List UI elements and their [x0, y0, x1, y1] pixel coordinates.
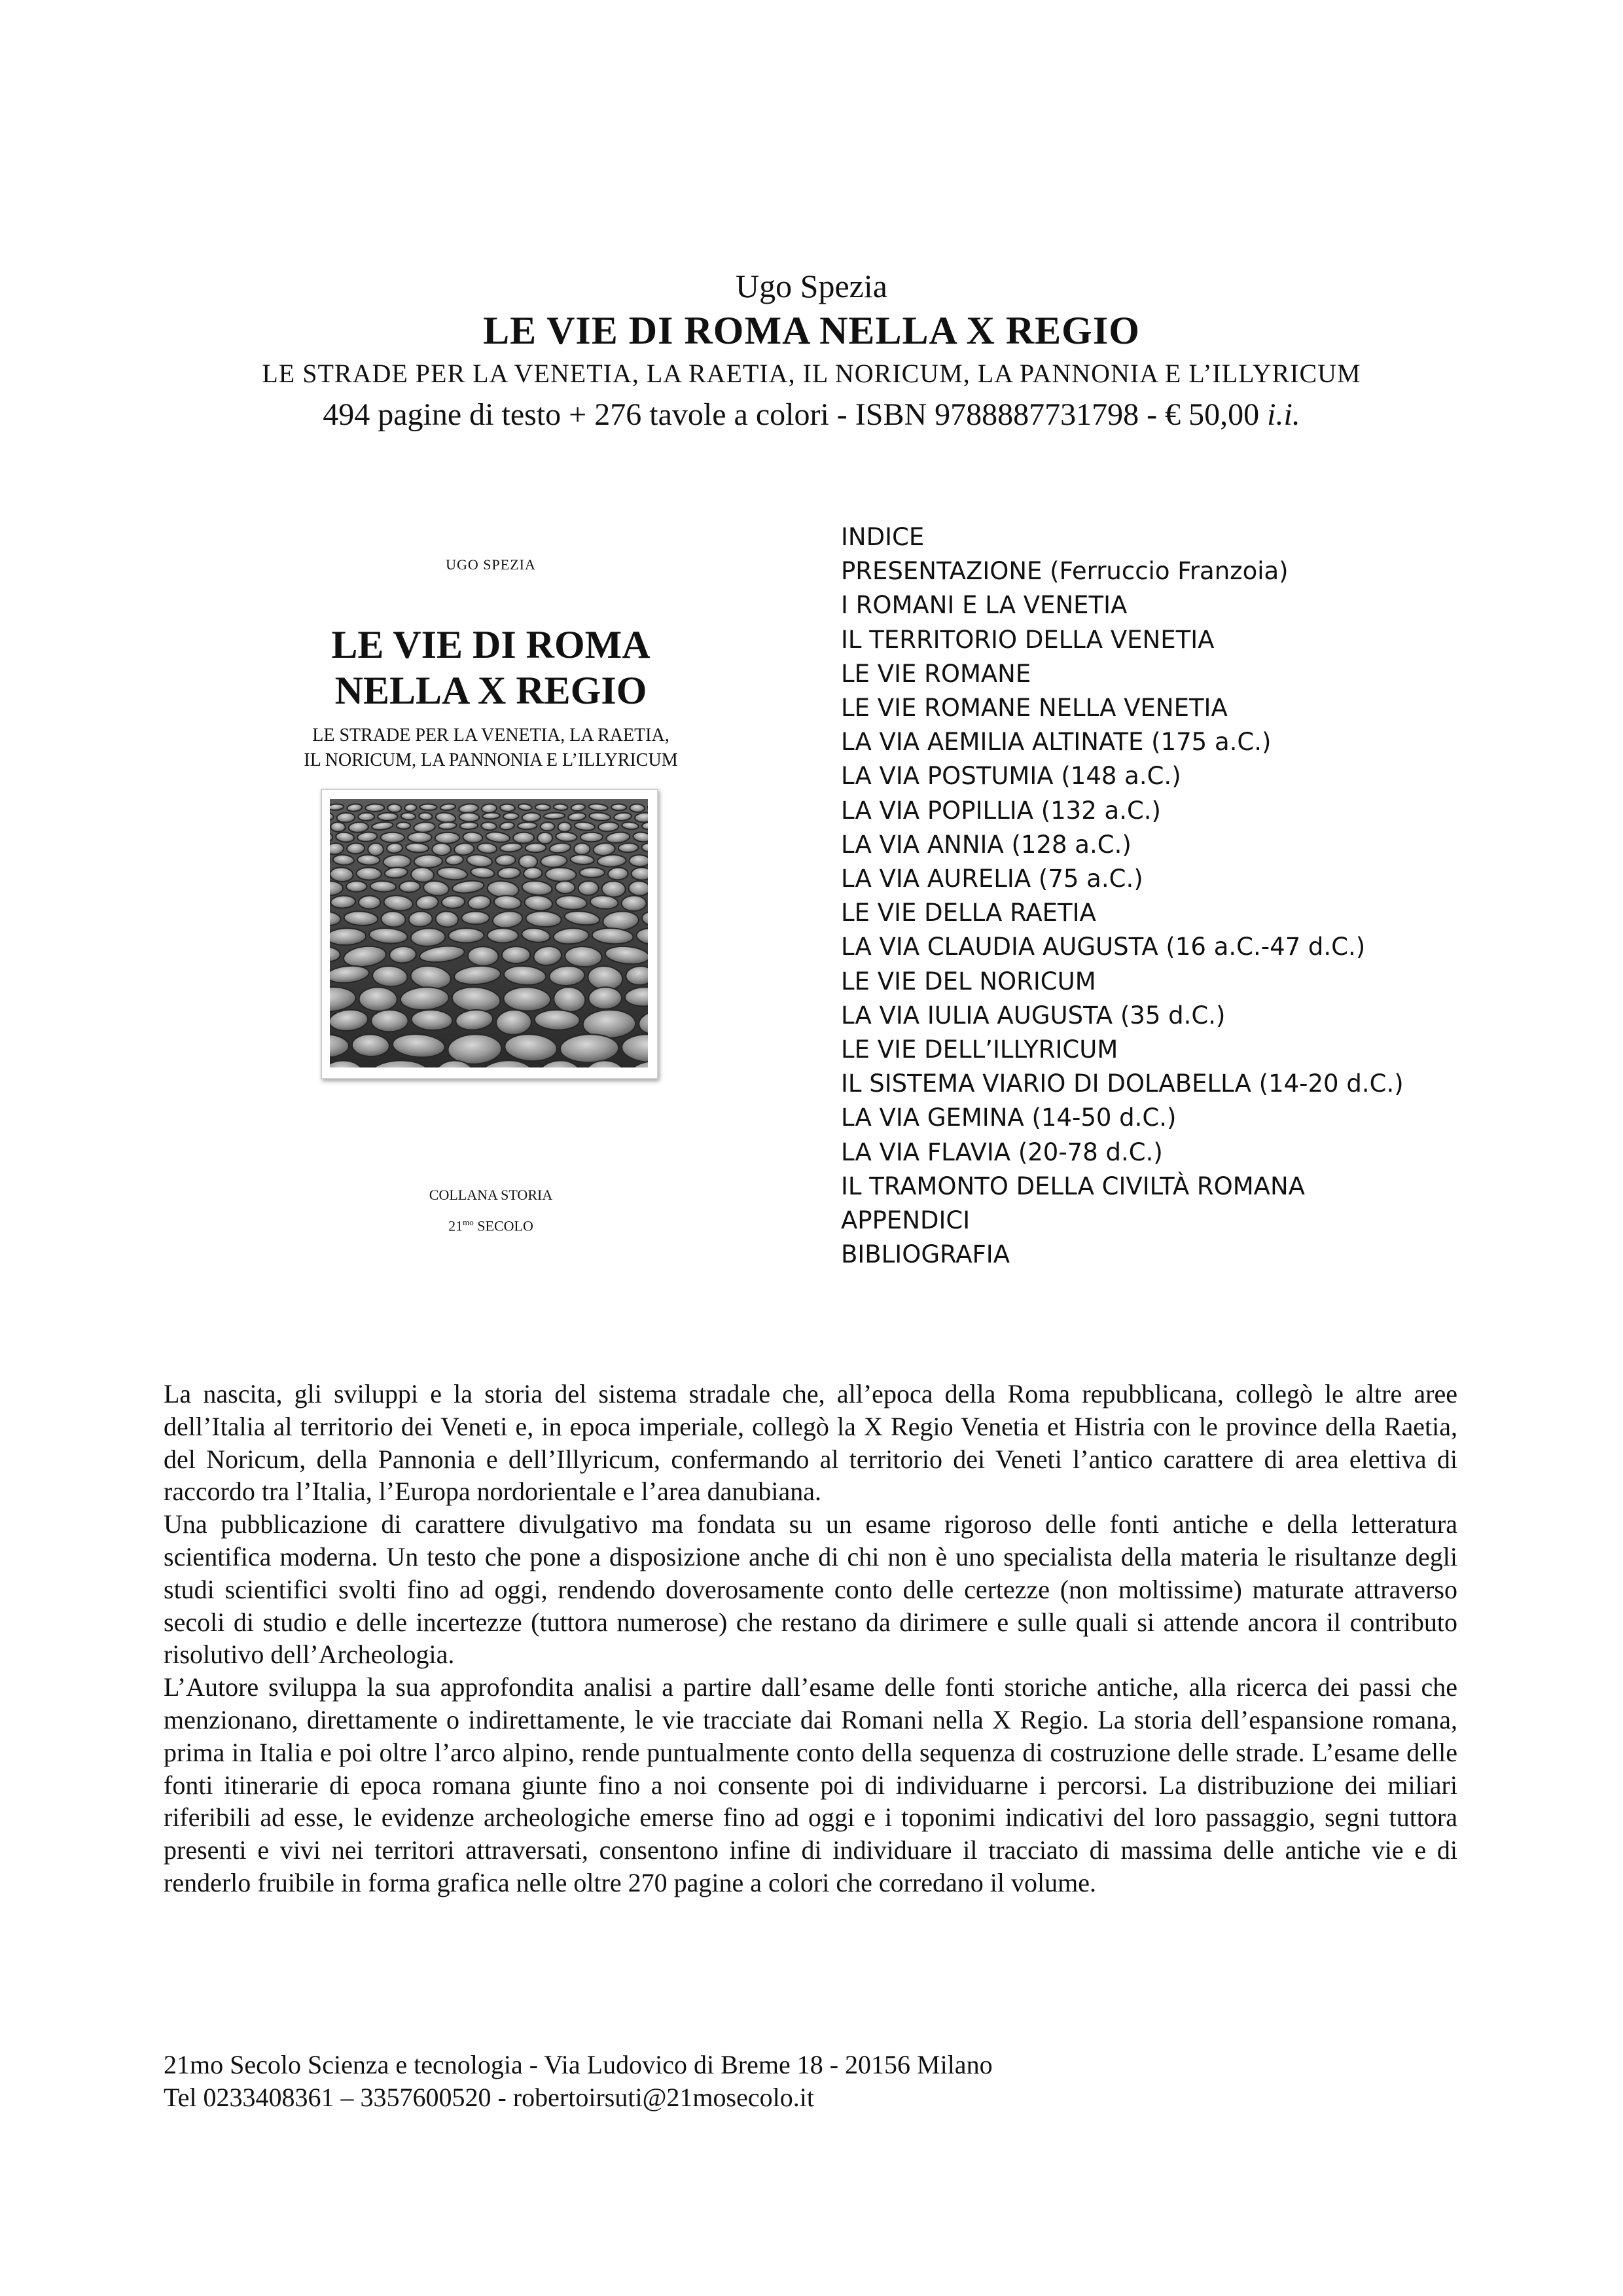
cover-title-line-2: NELLA X REGIO — [334, 669, 647, 712]
toc-item: APPENDICI — [841, 1206, 971, 1235]
cobblestone — [597, 854, 626, 867]
book-subtitle: LE STRADE PER LA VENETIA, LA RAETIA, IL NORICUM, LA PANNONIA E L’ILLYRICUM — [262, 359, 1361, 388]
cover-subtitle — [229, 723, 753, 773]
author-name: Ugo Spezia — [736, 268, 887, 304]
cobblestone — [397, 822, 410, 829]
cobblestone — [580, 867, 605, 878]
cobblestone — [502, 946, 531, 963]
cobblestone — [495, 854, 516, 866]
book-info — [0, 393, 1623, 437]
table-of-contents — [841, 520, 1495, 1272]
cobblestone — [435, 911, 459, 928]
cover-series-number: 21 — [448, 1217, 463, 1234]
publisher-contact — [164, 2049, 1407, 2114]
toc-item: LE VIE ROMANE NELLA VENETIA — [841, 694, 1228, 723]
toc-item: LA VIA POPILLIA (132 a.C.) — [841, 796, 1161, 825]
toc-item: LA VIA FLAVIA (20-78 d.C.) — [841, 1138, 1163, 1166]
cobblestone — [370, 881, 396, 893]
toc-item: LA VIA AEMILIA ALTINATE (175 a.C.) — [841, 728, 1272, 757]
cobblestone — [351, 1033, 389, 1057]
cobblestone — [598, 821, 619, 832]
cobblestone — [482, 812, 500, 819]
cobblestone — [359, 987, 397, 1011]
cover-series-ordinal: mo — [463, 1217, 474, 1227]
toc-item: IL SISTEMA VIARIO DI DOLABELLA (14-20 d.C.) — [841, 1069, 1404, 1098]
cobblestone — [419, 804, 437, 810]
cobblestone — [518, 822, 537, 830]
cobblestone — [371, 1010, 408, 1032]
cobblestone — [381, 833, 405, 843]
cobblestone — [432, 843, 451, 855]
toc-item: LA VIA GEMINA (14-50 d.C.) — [841, 1103, 1177, 1132]
cobblestone — [356, 867, 382, 880]
cobblestone — [558, 822, 571, 832]
description-paragraph-2: Una pubblicazione di carattere divulgativo ma fondata su un esame rigoroso delle fonti antiche e della letteratura scientifica moderna. Un testo che pone a disposizione anche di chi non è uno specialista della materia le risultanze degli studi scientifici svolti fino ad oggi, rendendo doverosamente conto delle certezze (non moltissime) maturate attraverso secoli di studio e delle incertezze (tuttora numerose) che restano da dirimere e sulle quali si attende ancora il contributo risolutivo dell’Archeologia. — [164, 1509, 1457, 1670]
cobblestone — [368, 843, 383, 855]
toc-item: LA VIA IULIA AUGUSTA (35 d.C.) — [841, 1001, 1226, 1030]
cobblestone — [336, 812, 355, 823]
toc-item: LE VIE DELLA RAETIA — [841, 899, 1096, 927]
cobblestone — [524, 867, 543, 880]
cover-series-word: SECOLO — [477, 1217, 533, 1234]
toc-item: PRESENTAZIONE (Ferruccio Franzoia) — [841, 557, 1289, 586]
cover-subtitle-line-1: LE STRADE PER LA VENETIA, LA RAETIA, — [312, 725, 669, 745]
toc-item: LA VIA AURELIA (75 a.C.) — [841, 865, 1143, 893]
cobblestone — [386, 842, 402, 853]
toc-item: I ROMANI E LA VENETIA — [841, 591, 1128, 620]
cobblestone — [359, 896, 380, 909]
toc-heading: INDICE — [841, 523, 925, 551]
publisher-phone-email: Tel 0233408361 – 3357600520 - robertoirsuti@21mosecolo.it — [164, 2083, 814, 2112]
book-cover — [229, 524, 753, 1250]
book-description — [164, 1378, 1457, 1899]
cobblestone — [611, 804, 627, 810]
cobblestone — [404, 804, 417, 812]
description-paragraph-1: La nascita, gli sviluppi e la storia del sistema stradale che, all’epoca della Roma repubblicana, collegò le altre aree dell’Italia al territorio dei Veneti e, in epoca imperiale, collegò la X Regio Venetia et Histria con le province della Raetia, del Noricum, della Pannonia e dell’Illyricum, confermando al territorio dei Veneti l’antico carattere di area elettiva di raccordo tra l’Italia, l’Europa nordorientale e l’area danubiana. — [164, 1379, 1457, 1507]
cobblestone — [554, 804, 568, 811]
cobblestone — [555, 881, 575, 894]
cobblestone — [358, 813, 374, 821]
toc-item: IL TRAMONTO DELLA CIVILTÀ ROMANA — [841, 1172, 1305, 1200]
cobblestone — [580, 832, 603, 842]
cobblestone — [631, 867, 648, 880]
cobblestone — [481, 804, 497, 814]
publisher-address: 21mo Secolo Scienza e tecnologia - Via Ludovico di Breme 18 - 20156 Milano — [164, 2050, 993, 2079]
cobblestone — [522, 812, 541, 822]
cobblestone — [578, 881, 599, 896]
cobblestone — [408, 911, 433, 927]
cobblestone — [438, 821, 457, 829]
cobblestone — [630, 804, 645, 812]
cobblestone — [544, 812, 565, 819]
cobblestone — [459, 812, 479, 822]
toc-item: LE VIE DELL’ILLYRICUM — [841, 1035, 1118, 1064]
cobblestone — [503, 987, 550, 1012]
cobblestone — [408, 832, 432, 842]
cover-title-line-1: LE VIE DI ROMA — [331, 623, 651, 666]
cobblestone — [414, 855, 443, 869]
cobblestone — [435, 832, 460, 844]
cobblestone — [629, 855, 648, 867]
cover-series — [229, 1181, 753, 1240]
cobblestone — [518, 855, 537, 869]
cobblestone — [588, 987, 622, 1009]
cobblestone — [621, 895, 646, 911]
cobblestone — [537, 833, 552, 844]
cover-series-line-2 — [229, 1209, 753, 1240]
cobblestone — [330, 895, 356, 909]
cobblestone — [459, 822, 478, 830]
cobblestone — [401, 812, 416, 820]
cobblestone — [357, 855, 380, 865]
cobblestone — [461, 912, 490, 925]
cobblestone — [365, 804, 384, 812]
cobblestone — [399, 880, 421, 893]
cobblestone — [535, 1009, 580, 1030]
toc-item: LA VIA CLAUDIA AUGUSTA (16 a.C.-47 d.C.) — [841, 933, 1366, 961]
cobblestone — [541, 822, 555, 831]
cobblestone — [513, 832, 534, 843]
cobblestone — [481, 821, 497, 831]
cover-subtitle-line-2: IL NORICUM, LA PANNONIA E L’ILLYRICUM — [304, 750, 678, 770]
toc-item: LA VIA POSTUMIA (148 a.C.) — [841, 762, 1181, 791]
cobblestone-road-image — [330, 799, 649, 1069]
cover-title — [229, 622, 753, 713]
cobblestone — [545, 867, 577, 882]
cobblestone — [347, 843, 365, 854]
cobblestone — [525, 843, 546, 853]
cobblestone — [441, 895, 465, 909]
cobblestone — [467, 946, 499, 967]
cobblestone — [488, 928, 519, 942]
toc-item: IL TERRITORIO DELLA VENETIA — [841, 625, 1215, 654]
book-info-text: 494 pagine di testo + 276 tavole a colori - ISBN 9788887731798 - € 50,00 — [323, 397, 1260, 432]
cobblestone — [448, 928, 484, 943]
cobblestone — [346, 881, 367, 892]
cobblestone — [608, 867, 628, 880]
price-suffix: i.i. — [1267, 397, 1300, 432]
cobblestone — [500, 804, 515, 812]
description-paragraph-3: L’Autore sviluppa la sua approfondita analisi a partire dall’esame delle fonti storiche antiche, alla ricerca dei passi che menzionano, direttamente o indirettamente, le vie tracciate dai Romani nella X Regio. La storia dell’espansione romana, prima in Italia e poi oltre l’arco alpino, rende puntualmente conto della sequenza di costruzione delle strade. L’esame delle fonti itinerarie di epoca romana giunte fino a noi consente poi di individuarne i percorsi. La distribuzione dei miliari riferibili ad esse, le evidenze archeologiche emerse fino ad oggi e i toponimi indicativi del loro passaggio, segni tuttora presenti e vivi nei territori attraversati, consentono infine di individuare il tracciato di massima delle antiche vie e di renderlo fruibile in forma grafica nelle oltre 270 pagine a colori che corredano il volume. — [164, 1672, 1457, 1897]
cobblestone — [535, 804, 550, 810]
cobblestone — [601, 881, 626, 897]
cobblestone — [419, 812, 433, 820]
cobblestone — [383, 855, 411, 869]
cobblestone — [503, 813, 519, 820]
cobblestone — [618, 843, 639, 853]
cobblestone — [574, 843, 590, 855]
toc-item: LA VIA ANNIA (128 a.C.) — [841, 830, 1132, 859]
toc-item: BIBLIOGRAFIA — [841, 1240, 1010, 1269]
toc-item: LE VIE DEL NORICUM — [841, 967, 1096, 996]
toc-item: LE VIE ROMANE — [841, 659, 1031, 688]
cover-series-line-1: COLLANA STORIA — [429, 1187, 553, 1203]
cobblestone — [378, 813, 398, 821]
cover-image-frame — [321, 789, 658, 1079]
cobblestone — [387, 804, 401, 812]
book-title: LE VIE DI ROMA NELLA X REGIO — [483, 309, 1140, 352]
cover-author: UGO SPEZIA — [446, 556, 536, 573]
header — [0, 265, 1623, 437]
cobblestone — [330, 822, 346, 833]
